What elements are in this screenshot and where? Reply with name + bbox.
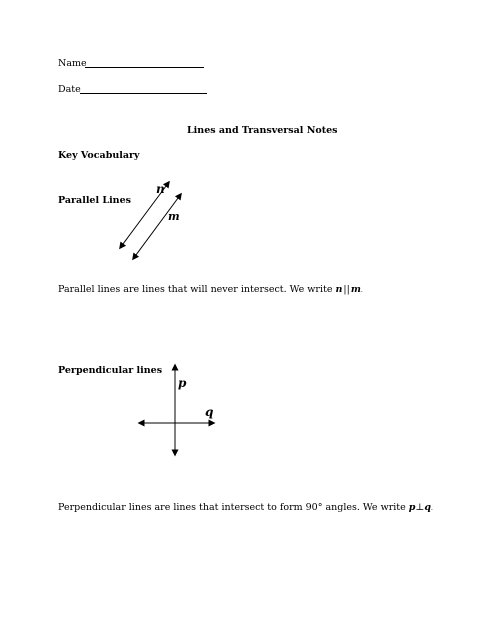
perpendicular-symbol: ⊥ xyxy=(415,502,425,513)
parallel-symbol: || xyxy=(343,284,350,295)
parallel-line-n-label: n xyxy=(156,182,165,196)
parallel-lines-heading: Parallel Lines xyxy=(58,195,131,206)
parallel-definition-text: Parallel lines are lines that will never intersect. We write xyxy=(58,284,333,295)
parallel-line-m-label: m xyxy=(168,210,180,223)
date-label: Date xyxy=(58,84,81,95)
perpendicular-definition xyxy=(58,502,433,515)
key-vocabulary-heading: Key Vocabulary xyxy=(58,150,140,161)
perpendicular-line-q-label: q xyxy=(205,405,214,419)
parallel-notation-period: . xyxy=(360,287,363,294)
perpendicular-definition-text: Perpendicular lines are lines that intersect to form 90° angles. We write xyxy=(58,502,406,513)
parallel-notation-n: n xyxy=(335,284,343,295)
parallel-definition xyxy=(58,284,363,297)
parallel-notation-m: m xyxy=(350,284,361,295)
perpendicular-line-p-label: p xyxy=(178,376,187,390)
perpendicular-lines-heading: Perpendicular lines xyxy=(58,365,163,376)
perpendicular-notation-p: p xyxy=(408,502,416,513)
perpendicular-notation-q: q xyxy=(424,502,431,513)
perpendicular-notation-period: . xyxy=(431,505,433,512)
parallel-line-m xyxy=(133,194,181,259)
page-title: Lines and Transversal Notes xyxy=(187,125,338,136)
name-label: Name xyxy=(58,58,87,69)
